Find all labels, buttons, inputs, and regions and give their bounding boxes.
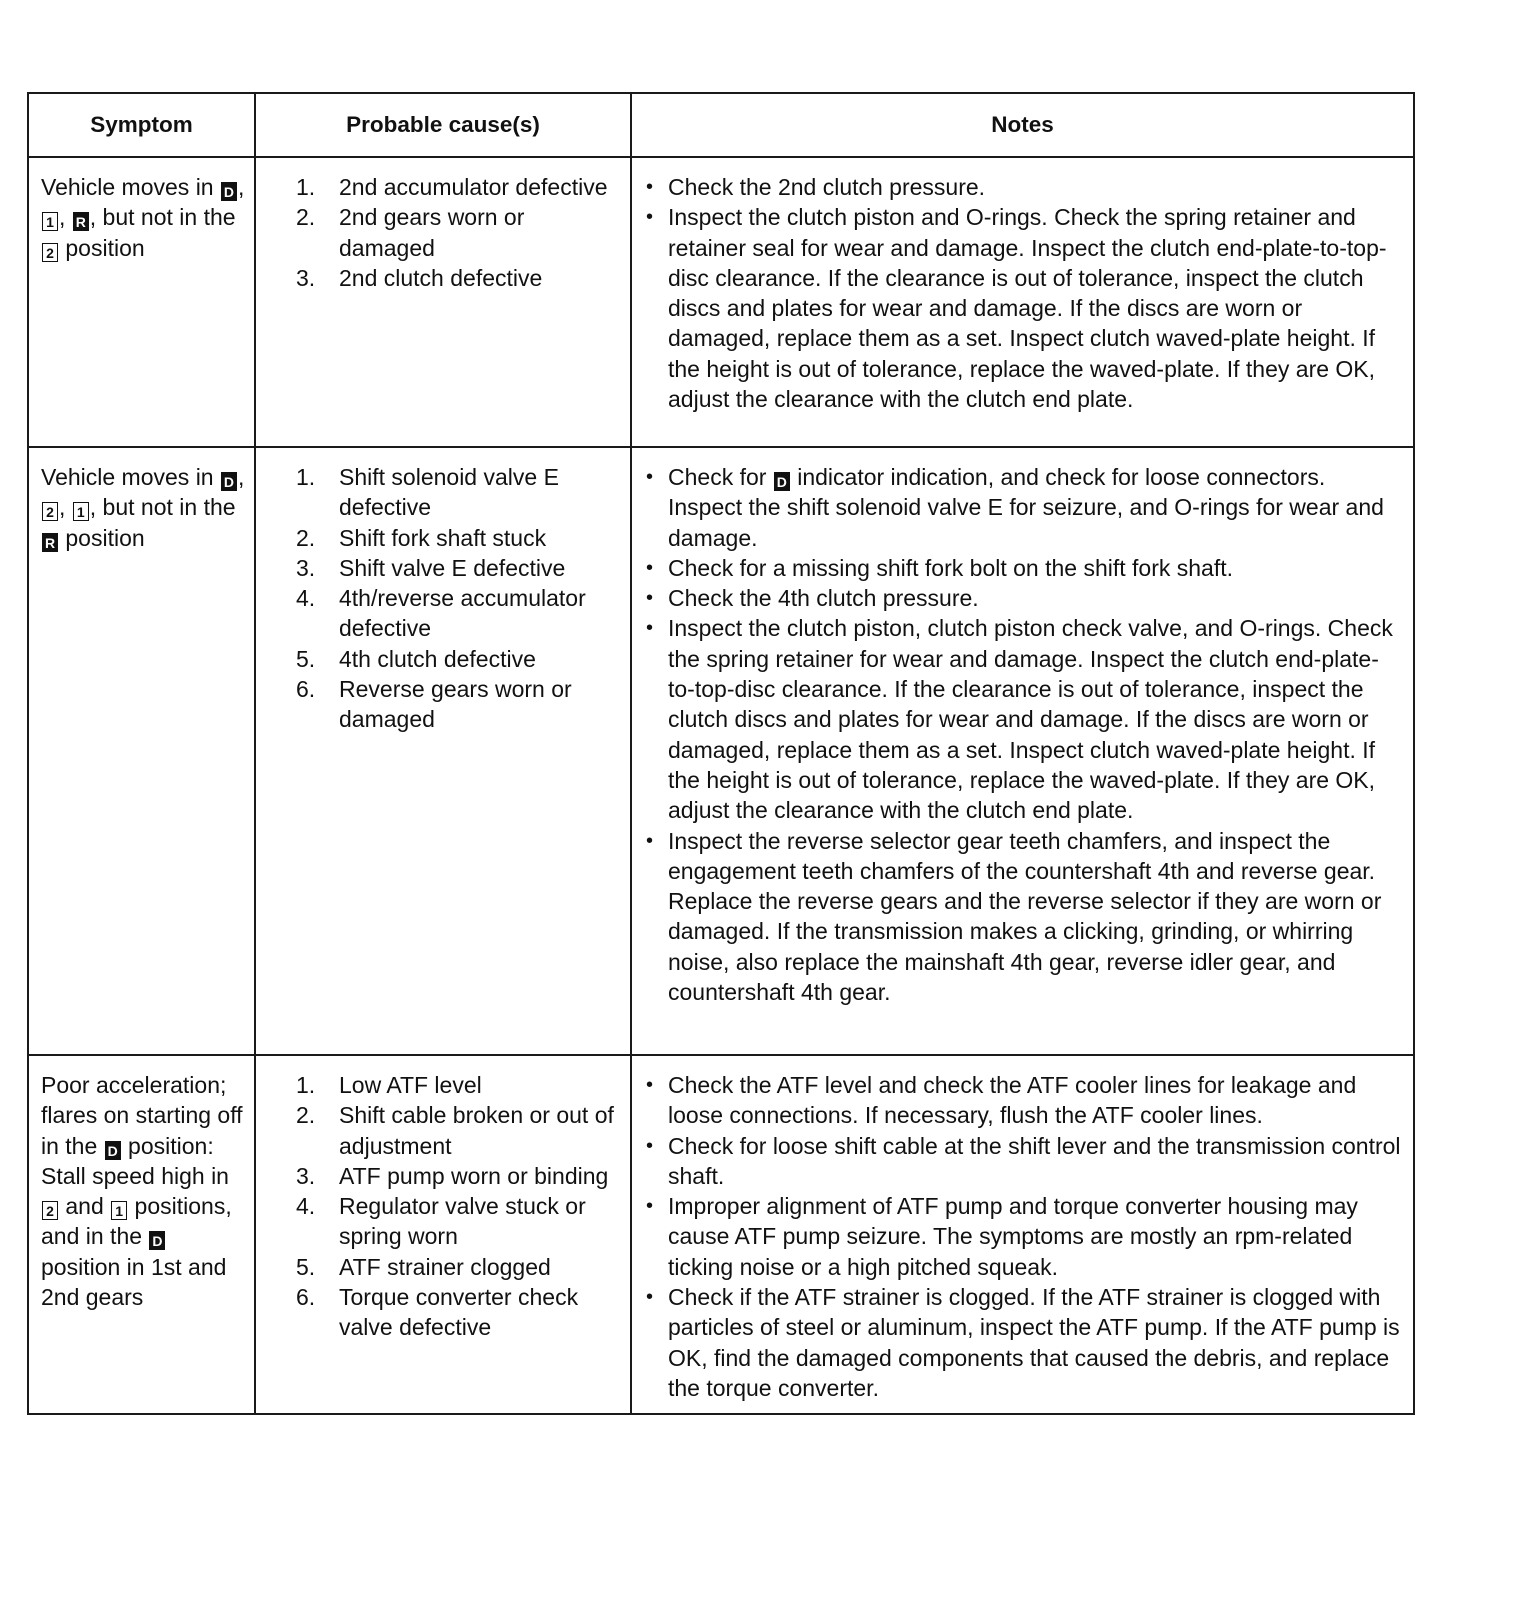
note-item: • Check for D indicator indication, and check for loose connectors. Inspect the shift solenoid valve E for seizure, and O-rings for wear and damage. [646, 462, 1405, 553]
cause-text: ATF strainer clogged [339, 1253, 551, 1280]
cause-text: 2nd gears worn or damaged [339, 204, 525, 261]
cause-text: Shift cable broken or out of adjustment [339, 1102, 614, 1159]
cause-number: 3. [296, 264, 316, 291]
note-item: • Inspect the clutch piston, clutch piston check valve, and O-rings. Check the spring retainer for wear and damage. Inspect the clutch end-plate-to-top-disc clearance. If the clearance is out of tolerance, inspect the clutch discs and plates for wear and damage. If the discs are worn or damaged, replace them as a set. Inspect clutch waved-plate height. If the height is out of tolerance, replace the waved-plate. If they are OK, adjust the clearance with the clutch end plate. [646, 613, 1405, 825]
cause-item [296, 583, 626, 644]
cause-item [296, 644, 626, 674]
cause-number: 5. [296, 1253, 316, 1280]
gear-position-key-icon: 2 [42, 1201, 58, 1220]
header-symptom: Symptom [28, 93, 255, 157]
cause-item [296, 523, 626, 553]
cause-item [296, 462, 626, 523]
cause-number: 6. [296, 1284, 316, 1311]
symptom-text: D , 2 , 1 , but not in the R position [41, 464, 244, 551]
note-item: • Check the ATF level and check the ATF cooler lines for leakage and loose connections. If necessary, flush the ATF cooler lines. [646, 1070, 1405, 1131]
notes-cell [631, 157, 1414, 447]
cause-text: 2nd accumulator defective [339, 174, 608, 200]
table-row [28, 1055, 1414, 1414]
symptom-text: D position: Stall speed high in 2 and 1 positions, and in the D position in 1st and 2nd gears [41, 1132, 232, 1311]
troubleshooting-table [27, 92, 1415, 1415]
cause-number: 4. [296, 1193, 316, 1220]
note-item: • Improper alignment of ATF pump and torque converter housing may cause ATF pump seizure. The symptoms are mostly an rpm-related ticking noise or a high pitched squeak. [646, 1191, 1405, 1282]
cause-text: Regulator valve stuck or spring worn [339, 1193, 586, 1250]
table-header-row [28, 93, 1414, 157]
cause-number: 2. [296, 524, 316, 551]
note-item: • Inspect the reverse selector gear teeth chamfers, and inspect the engagement teeth chamfers of the countershaft 4th and reverse gear. Replace the reverse gears and the reverse selector if they are worn or damaged. If the transmission makes a clicking, grinding, or whirring noise, also replace the mainshaft 4th gear, reverse idler gear, and countershaft 4th gear. [646, 826, 1405, 1008]
gear-position-key-icon: D [149, 1231, 165, 1250]
causes-cell [255, 1055, 631, 1414]
gear-position-key-icon: 1 [111, 1201, 127, 1220]
cause-text: 4th clutch defective [339, 645, 536, 672]
cause-number: 1. [296, 1072, 316, 1098]
symptom-text: D , 1 , R , but not in the 2 position [41, 174, 244, 261]
cause-number: 2. [296, 1102, 316, 1129]
cause-number: 1. [296, 174, 316, 200]
notes-cell [631, 447, 1414, 1055]
cause-item [296, 172, 626, 202]
note-item: • Inspect the clutch piston and O-rings. Check the spring retainer and retainer seal for wear and damage. Inspect the clutch end-plate-to-top-disc clearance. If the clearance is out of tolerance, inspect the clutch discs and plates for wear and damage. If the discs are worn or damaged, replace them as a set. Inspect clutch waved-plate height. If the height is out of tolerance, replace the waved-plate. If they are OK, adjust the clearance with the clutch end plate. [646, 202, 1405, 414]
gear-position-key-icon: 1 [42, 212, 58, 231]
note-list [646, 172, 1405, 414]
gear-position-key-icon: 1 [73, 502, 89, 521]
note-item: • Check for a missing shift fork bolt on the shift fork shaft. [646, 553, 1405, 583]
cause-item [296, 1100, 626, 1161]
cause-list [296, 172, 626, 293]
causes-cell [255, 157, 631, 447]
note-item: • Check for loose shift cable at the shift lever and the transmission control shaft. [646, 1131, 1405, 1192]
cause-number: 1. [296, 464, 316, 490]
symptom-prefix: Vehicle moves in [41, 174, 220, 200]
note-list [646, 1070, 1405, 1403]
symptom-cell [28, 1055, 255, 1414]
causes-cell [255, 447, 631, 1055]
table-row [28, 447, 1414, 1055]
gear-position-key-icon: D [221, 472, 237, 491]
cause-number: 2. [296, 204, 316, 231]
symptom-prefix: Poor acceleration; flares on starting off in the [41, 1072, 243, 1159]
cause-text: Low ATF level [339, 1072, 482, 1098]
cause-text: ATF pump worn or binding [339, 1162, 609, 1189]
cause-text: Shift fork shaft stuck [339, 524, 547, 551]
cause-number: 5. [296, 645, 316, 672]
cause-number: 3. [296, 1162, 316, 1189]
table-row [28, 157, 1414, 447]
symptom-prefix: Vehicle moves in [41, 464, 220, 490]
gear-position-key-icon: D [221, 182, 237, 201]
gear-position-key-icon: 2 [42, 243, 58, 262]
header-probable-causes: Probable cause(s) [255, 93, 631, 157]
note-item: • Check the 4th clutch pressure. [646, 583, 1405, 613]
gear-position-key-icon: R [73, 212, 89, 231]
gear-position-key-icon: R [42, 533, 58, 552]
cause-item [296, 202, 626, 263]
cause-item [296, 674, 626, 735]
cause-number: 3. [296, 554, 316, 581]
cause-number: 6. [296, 676, 316, 703]
cause-item [296, 1252, 626, 1282]
note-item: • Check if the ATF strainer is clogged. If the ATF strainer is clogged with particles of steel or aluminum, inspect the ATF pump. If the ATF pump is OK, find the damaged components that caused the debris, and replace the torque converter. [646, 1282, 1405, 1403]
cause-list [296, 462, 626, 735]
cause-list [296, 1070, 626, 1343]
gear-position-key-icon: D [105, 1141, 121, 1160]
cause-item [296, 553, 626, 583]
cause-text: Shift solenoid valve E defective [339, 464, 559, 521]
header-notes: Notes [631, 93, 1414, 157]
notes-cell [631, 1055, 1414, 1414]
note-list [646, 462, 1405, 1007]
symptom-cell [28, 447, 255, 1055]
cause-item [296, 1191, 626, 1252]
cause-text: Reverse gears worn or damaged [339, 676, 572, 733]
note-item: • Check the 2nd clutch pressure. [646, 172, 1405, 202]
gear-position-key-icon: 2 [42, 502, 58, 521]
cause-text: Shift valve E defective [339, 554, 566, 581]
symptom-cell [28, 157, 255, 447]
cause-text: 2nd clutch defective [339, 264, 543, 291]
cause-text: 4th/reverse accumulator defective [339, 585, 586, 642]
cause-number: 4. [296, 585, 316, 612]
gear-position-key-icon: D [774, 472, 790, 491]
cause-item [296, 1282, 626, 1343]
cause-text: Torque converter check valve defective [339, 1284, 579, 1341]
cause-item [296, 263, 626, 293]
cause-item [296, 1070, 626, 1100]
cause-item [296, 1161, 626, 1191]
